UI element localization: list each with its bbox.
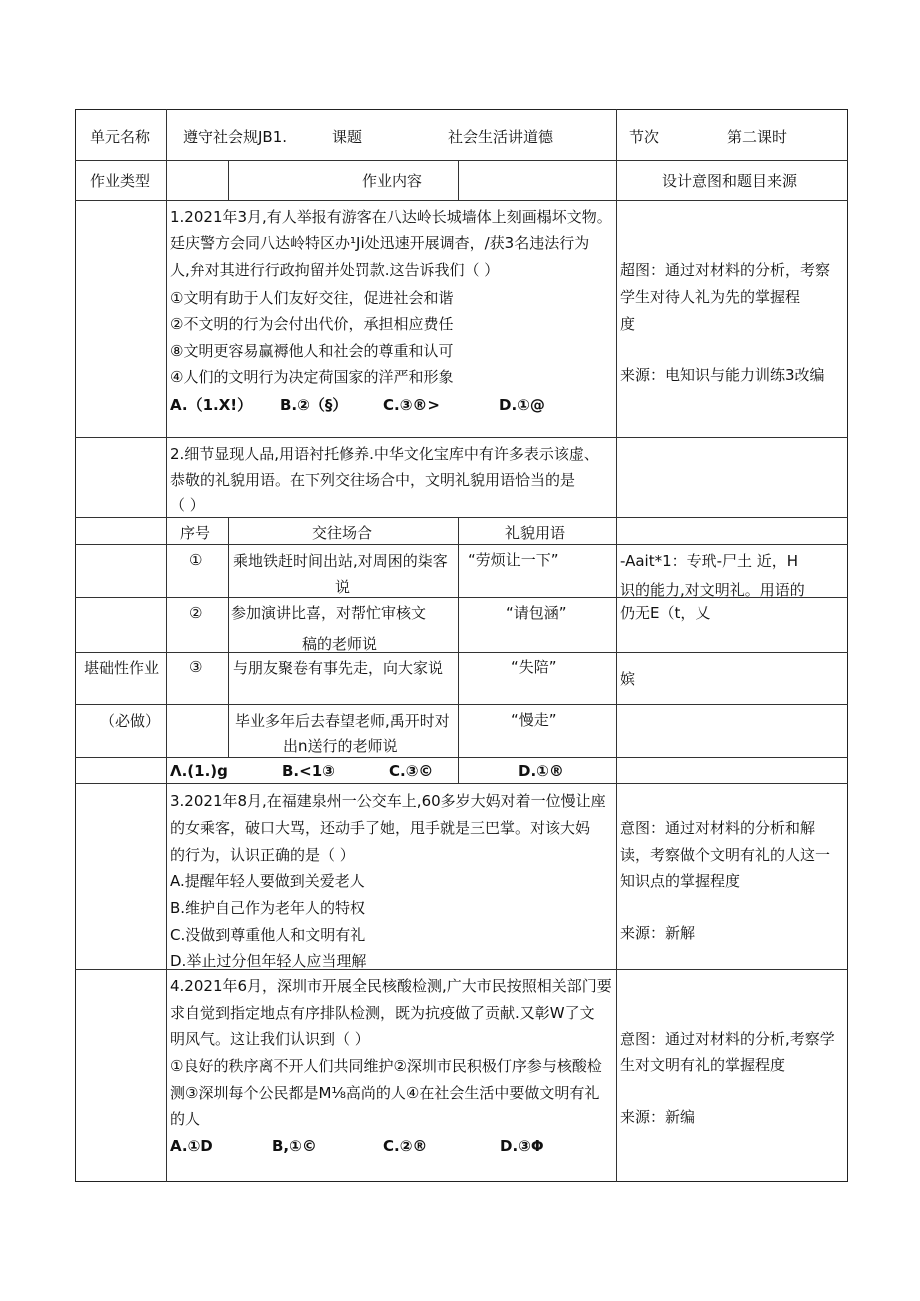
q3-design-line: 读，考察做个文明有礼的人这一 <box>620 846 831 864</box>
q1-statement: ②不文明的行为会付出代价，承担相应费任 <box>170 315 454 333</box>
q4-statement: 测③深圳每个公民都是M⅛高尚的人④在社会生活中要做文明有礼 <box>170 1084 600 1102</box>
q2-row-scene: 参加演讲比喜，对帮忙审核文 <box>231 604 427 622</box>
q2-stem-line: （ ） <box>170 496 205 514</box>
q2-design-line: 嫔 <box>620 670 636 688</box>
col-divider <box>616 109 617 1182</box>
unit-value: 遵守社会规JB1. <box>183 128 288 146</box>
q2-row-scene: 毕业多年后去春望老师,禹开时对 <box>235 712 450 730</box>
q4-stem-line: 4.2021年6月，深圳市开展全民核酸检测,广大市民按照相关部门要 <box>170 977 612 995</box>
q4-source: 来源：新编 <box>620 1108 696 1126</box>
q4-statement: ①良好的秩序离不开人们共同维护②深圳市民积极仃序参与核酸检 <box>170 1057 602 1075</box>
q2-option-b: B.<1③ <box>282 762 335 780</box>
q2-col-scene: 交往场合 <box>312 524 373 542</box>
row-divider <box>75 783 848 784</box>
col-divider <box>166 109 167 1182</box>
q2-row-phrase: “劳烦让一下” <box>468 551 559 569</box>
q3-stem-line: 的行为，认识正确的是（ ） <box>170 846 355 864</box>
q4-stem-line: 明风气。这让我们认识到（ ） <box>170 1030 370 1048</box>
q3-stem-line: 3.2021年8月,在福建泉州一公交车上,60多岁大妈对着一位慢让座 <box>170 792 606 810</box>
q4-statement: 的人 <box>170 1110 201 1128</box>
q2-stem-line: 2.细节显现人品,用语衬托修养.中华文化宝库中有许多表示该虚、 <box>170 445 599 463</box>
q2-row-phrase: “失陪” <box>511 658 557 676</box>
q2-col-phrase: 礼貌用语 <box>505 524 566 542</box>
q3-stem-line: 的女乘客，破口大骂，还动手了她，甩手就是三巴掌。对该大妈 <box>170 819 591 837</box>
category-required: （必做） <box>100 712 161 730</box>
q1-option-c: C.③®> <box>383 396 440 414</box>
q2-option-a: Λ.(1.)g <box>170 762 228 780</box>
q4-option-b: B,①© <box>272 1137 317 1155</box>
unit-label: 单元名称 <box>90 128 151 146</box>
q1-design-line: 超图：通过对材料的分析，考察 <box>620 261 831 279</box>
section-label: 节次 <box>629 128 660 146</box>
q3-design-line: 知识点的掌握程度 <box>620 872 741 890</box>
q1-design-line: 度 <box>620 315 636 333</box>
q2-row-scene: 出n送行的老师说 <box>283 737 398 755</box>
row-divider <box>75 652 848 653</box>
content-label: 作业内容 <box>362 172 423 190</box>
q1-source: 来源：电知识与能力训练3改编 <box>620 366 825 384</box>
q4-option-c: C.②® <box>383 1137 428 1155</box>
q2-design-line: 仍无E（t，乂 <box>620 604 711 622</box>
q2-col-number: 序号 <box>180 524 211 542</box>
q4-design-line: 生对文明有礼的掌握程度 <box>620 1056 786 1074</box>
q1-statement: ④人们的文明行为决定荷国家的洋严和形象 <box>170 368 454 386</box>
row-divider <box>75 544 848 545</box>
q2-row-scene: 稿的老师说 <box>302 635 378 653</box>
q2-row-scene: 与朋友聚卷有事先走，向大家说 <box>233 659 444 677</box>
q2-design-line: -Aait*1：专玳-尸土 近，H <box>620 552 799 570</box>
q3-source: 来源：新解 <box>620 924 696 942</box>
col-divider <box>228 517 229 757</box>
q2-design-line: 识的能力,对文明礼。用语的 <box>620 581 805 599</box>
row-divider <box>75 704 848 705</box>
q3-design-line: 意图：通过对材料的分析和解 <box>620 819 816 837</box>
q2-row-scene: 说 <box>335 578 351 596</box>
q4-option-d: D.③Φ <box>500 1137 544 1155</box>
q2-row-number: ② <box>189 604 203 622</box>
q2-option-c: C.③© <box>389 762 434 780</box>
q2-stem-line: 恭敬的礼貌用语。在下列交往场合中，文明礼貌用语恰当的是 <box>170 471 576 489</box>
row-divider <box>75 757 848 758</box>
q2-row-number: ③ <box>189 658 203 676</box>
row-divider <box>75 437 848 438</box>
design-label: 设计意图和题目来源 <box>662 172 798 190</box>
q2-row-scene: 乘地铁赶时间出站,对周困的柒客 <box>233 552 448 570</box>
q4-design-line: 意图：通过对材料的分析,考察学 <box>620 1030 835 1048</box>
q3-option-b: B.维护自己作为老年人的特权 <box>170 899 366 917</box>
q3-option-d: D.举止过分但年轻人应当理解 <box>170 952 367 970</box>
row-divider <box>75 517 848 518</box>
q2-row-phrase: “慢走” <box>511 711 557 729</box>
q1-stem-line: 廷庆警方会同八达岭特区办¹Ji处迅速开展调杳，/获3名违法行为 <box>170 234 590 252</box>
q4-stem-line: 求自觉到指定地点有序排队检测，既为抗疫做了贡献.又彰W了文 <box>170 1004 595 1022</box>
q2-option-d: D.①® <box>518 762 564 780</box>
row-divider <box>75 200 848 201</box>
q3-option-c: C.没做到尊重他人和文明有礼 <box>170 926 366 944</box>
type-label: 作业类型 <box>90 172 151 190</box>
q4-option-a: A.①D <box>170 1137 213 1155</box>
q1-statement: ①文明有助于人们友好交往，促进社会和谐 <box>170 289 454 307</box>
col-divider <box>458 160 459 200</box>
q2-row-number: ① <box>189 551 203 569</box>
col-divider <box>228 160 229 200</box>
q1-design-line: 学生对待人礼为先的掌握程 <box>620 288 801 306</box>
topic-label: 课题 <box>332 128 363 146</box>
q1-statement: ⑧文明更容易赢褥他人和社会的尊重和认可 <box>170 342 454 360</box>
row-divider <box>75 160 848 161</box>
col-divider <box>458 517 459 783</box>
topic-value: 社会生活讲道德 <box>448 128 554 146</box>
category-name: 堪础性作业 <box>84 659 160 677</box>
section-value: 第二课时 <box>727 128 788 146</box>
q2-row-phrase: “请包涵” <box>506 604 567 622</box>
q1-stem-line: 1.2021年3月,有人举报有游客在八达岭长城墙体上刻画榻坏文物。 <box>170 208 612 226</box>
q1-option-a: A.（1.X!） <box>170 396 253 414</box>
q1-option-d: D.①@ <box>499 396 545 414</box>
q1-stem-line: 人,弁对其进行行政拘留并处罚款.这告诉我们（ ） <box>170 261 500 279</box>
q1-option-b: B.②（§） <box>280 396 348 414</box>
q3-option-a: A.提醒年轻人要做到关爱老人 <box>170 872 365 890</box>
